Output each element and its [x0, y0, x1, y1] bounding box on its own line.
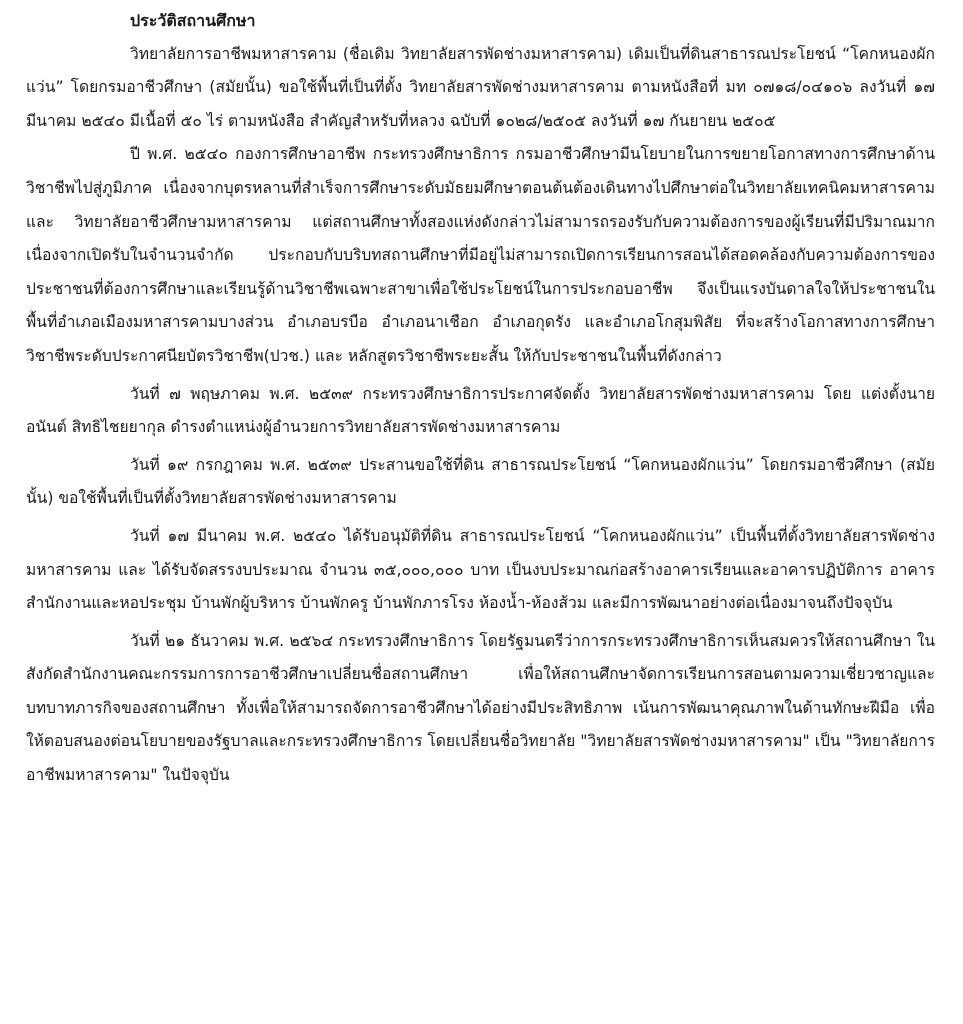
- paragraph-expansion-policy: ปี พ.ศ. ๒๕๔๐ กองการศึกษาอาชีพ กระทรวงศึกษาธิการ กรมอาชีวศึกษามีนโยบายในการขยายโอกาสทางการศึกษาด้านวิชาชีพไปสู่ภูมิภาค เนื่องจากบุตรหลานที่สำเร็จการศึกษาระดับมัธยมศึกษาตอนต้นต้องเดินทางไปศึกษาต่อในวิทยาลัยเทคนิคมหาสารคาม และ วิทยาลัยอาชีวศึกษามหาสารคาม แต่สถานศึกษาทั้งสองแห่งดังกล่าวไม่สามารถรองรับกับความต้องการของผู้เรียนที่มีปริมาณมาก เนื่องจากเปิดรับในจำนวนจำกัด ประกอบกับบริบทสถานศึกษาที่มีอยู่ไม่สามารถเปิดการเรียนการสอนได้สอดคล้องกับความต้องการของประชาชนที่ต้องการศึกษาและเรียนรู้ด้านวิชาชีพเฉพาะสาขาเพื่อใช้ประโยชน์ในการประกอบอาชีพ จึงเป็นแรงบันดาลใจให้ประชาชนในพื้นที่อำเภอเมืองมหาสารคามบางส่วน อำเภอบรบือ อำเภอนาเชือก อำเภอกุดรัง และอำเภอโกสุมพิสัย ที่จะสร้างโอกาสทางการศึกษาวิชาชีพระดับประกาศนียบัตรวิชาชีพ(ปวช.) และ หลักสูตรวิชาชีพระยะสั้น ให้กับประชาชนในพื้นที่ดังกล่าว: [26, 145, 935, 365]
- paragraph-name-change: วันที่ ๒๑ ธันวาคม พ.ศ. ๒๕๖๔ กระทรวงศึกษาธิการ โดยรัฐมนตรีว่าการกระทรวงศึกษาธิการเห็นสมควรให้สถานศึกษา ในสังกัดสำนักงานคณะกรรมการการอาชีวศึกษาเปลี่ยนชื่อสถานศึกษา เพื่อให้สถานศึกษาจัดการเรียนการสอนตามความเชี่ยวชาญและบทบาทภารกิจของสถานศึกษา ทั้งเพื่อให้สามารถจัดการอาชีวศึกษาได้อย่างมีประสิทธิภาพ เน้นการพัฒนาคุณภาพในด้านทักษะฝีมือ เพื่อให้ตอบสนองต่อนโยบายของรัฐบาลและกระทรวงศึกษาธิการ โดยเปลี่ยนชื่อวิทยาลัย "วิทยาลัยสารพัดช่างมหาสารคาม" เป็น "วิทยาลัยการอาชีพมหาสารคาม" ในปัจจุบัน: [26, 631, 935, 785]
- paragraph-founding-announcement: วันที่ ๗ พฤษภาคม พ.ศ. ๒๕๓๙ กระทรวงศึกษาธิการประกาศจัดตั้ง วิทยาลัยสารพัดช่างมหาสารคาม โดย แต่งตั้งนายอนันต์ สิทธิไชยยากุล ดำรงตำแหน่งผู้อำนวยการวิทยาลัยสารพัดช่างมหาสารคาม: [26, 384, 935, 437]
- paragraph-school-origin: วิทยาลัยการอาชีพมหาสารคาม (ชื่อเดิม วิทยาลัยสารพัดช่างมหาสารคาม) เดิมเป็นที่ดินสาธารณประโยชน์ “โคกหนองผักแว่น” โดยกรมอาชีวศึกษา (สมัยนั้น) ขอใช้พื้นที่เป็นที่ตั้ง วิทยาลัยสารพัดช่างมหาสารคาม ตามหนังสือที่ มท ๐๗๑๘/๐๔๑๐๖ ลงวันที่ ๑๗ มีนาคม ๒๕๔๐ มีเนื้อที่ ๕๐ ไร่ ตามหนังสือ สำคัญสำหรับที่หลวง ฉบับที่ ๑๐๒๘/๒๕๐๕ ลงวันที่ ๑๗ กันยายน ๒๕๐๕: [26, 44, 935, 130]
- document-title: ประวัติสถานศึกษา: [130, 11, 256, 30]
- paragraph-land-request: วันที่ ๑๙ กรกฎาคม พ.ศ. ๒๕๓๙ ประสานขอใช้ที่ดิน สาธารณประโยชน์ “โคกหนองผักแว่น” โดยกรมอาชีวศึกษา (สมัยนั้น) ขอใช้พื้นที่เป็นที่ตั้งวิทยาลัยสารพัดช่างมหาสารคาม: [26, 455, 935, 508]
- paragraph-land-approval-budget: วันที่ ๑๗ มีนาคม พ.ศ. ๒๕๔๐ ได้รับอนุมัติที่ดิน สาธารณประโยชน์ “โคกหนองผักแว่น” เป็นพื้นที่ตั้งวิทยาลัยสารพัดช่างมหาสารคาม และ ได้รับจัดสรรงบประมาณ จำนวน ๓๕,๐๐๐,๐๐๐ บาท เป็นงบประมาณก่อสร้างอาคารเรียนและอาคารปฏิบัติการ อาคารสำนักงานและหอประชุม บ้านพักผู้บริหาร บ้านพักครู บ้านพักภารโรง ห้องน้ำ-ห้องส้วม และมีการพัฒนาอย่างต่อเนื่องมาจนถึงปัจจุบัน: [26, 526, 935, 613]
